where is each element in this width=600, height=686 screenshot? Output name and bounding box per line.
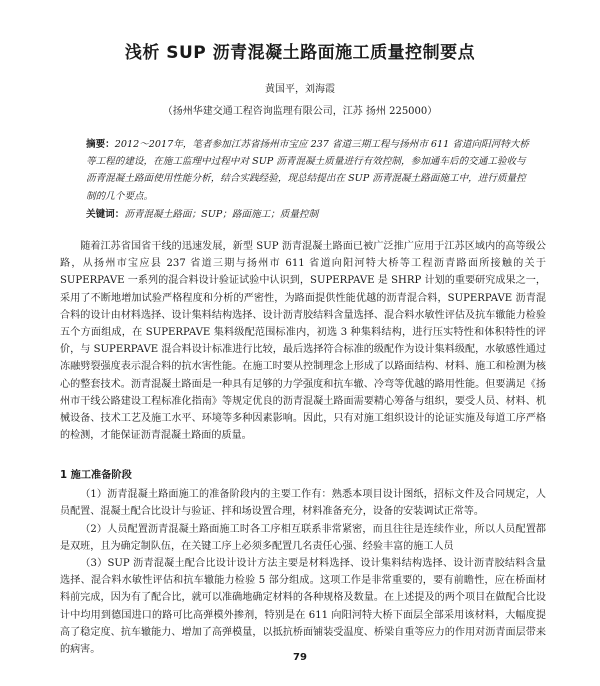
page-number: 79 (293, 652, 307, 663)
abstract-label: 摘要： (86, 139, 115, 150)
list-item-2: （2）人员配置沥青混凝土路面施工时各工序相互联系非常紧密，而且往往是连续作业，所以人员配置都是双班，且为确定制队伍，在关键工序上必须多配置几名责任心强、经验丰富的施工人员 (60, 524, 546, 553)
list-item-1: （1）沥青混凝土路面施工的准备阶段内的主要工作有：熟悉本项目设计图纸，招标文件及合同规定，人员配置、混凝土配合比设计与验证、拌和场设置合理，材料准备充分，设备的安装调试正常等。 (60, 489, 546, 518)
intro-paragraph: 随着江苏省国省干线的迅速发展，新型 SUP 沥青混凝土路面已被广泛推广应用于江苏区域内的高等级公路，从扬州市宝应县 237 省道三期与扬州市 611 省道向阳河特大桥等工程沥青路面所接触的关于 SUPERPAVE 一系列的混合料设计验证试验中认识到，SUPERPAVE 是 SHRP 计划的重要研究成果之一，采用了不断地增加试验严格程度和分析的严密性，为路面提供性能优越的沥青混合料，SUPERPAVE 沥青混合料的设计由材料选择、设计集料结构选择、设计沥青胶结料含量选择、混合料水敏性评估及抗车辙能力检验五个方面组成，在 SUPERPAVE 集料级配范围标准内，初选 3 种集料结构，进行压实特性和体积特性的评价，与 SUPERPAVE 混合料设计标准进行比较，最后选择符合标准的级配作为设计集料级配，水敏感性通过冻融劈裂强度表示混合料的抗水害性能。在施工时要从控制理念上形成了以路面结构、材料、施工和检测为核心的整套技术。沥青混凝土路面是一种具有足够的力学强度和抗车辙、冷弯等优越的路用性能。但要满足《扬州市干线公路建设工程标准化指南》等规定优良的沥青混凝土路面需要精心筹备与组织，要受人员、材料、机械设备、技术工艺及施工水平、环境等多种因素影响。因此，只有对施工组织设计的论证实施及每道工序严格的检测，才能保证沥青混凝土路面的质量。 (60, 241, 546, 442)
authors: 黄国平，刘海霞 (265, 84, 335, 95)
abstract-text: 2012～2017年，笔者参加江苏省扬州市宝应 237 省道三期工程与扬州市 611 省道向阳河特大桥等工程的建设，在施工监理中过程中对 SUP 沥青混凝土质量进行有效控制，参加通车后的交通工验收与沥青混凝土路面使用性能分析，结合实践经验，现总结提出在 SUP 沥青混凝土路面施工中，进行质量控制的几个要点。 (86, 139, 530, 202)
abstract (86, 136, 532, 205)
section-heading: 1 施工准备阶段 (60, 470, 132, 481)
list-item-3: （3）SUP 沥青混凝土配合比设计设计方法主要是材料选择、设计集料结构选择、设计沥青胶结料含量选择、混合料水敏性评估和抗车辙能力检验 5 部分组成。这项工作是非常重要的，要有前瞻性，应在桥面材料前完成，因为有了配合比，就可以准确地确定材料的各种规格及数量。在上述提及的两个项目在做配合比设计中均用到德国进口的路可比高弹模外掺剂，特别是在 611 向阳河特大桥下面层全部采用该材料，大幅度提高了稳定度、抗车辙能力、增加了高弹模量，以抵抗桥面铺装受温度、桥梁自重等应力的作用对沥青面层带来的病害。 (60, 558, 546, 656)
paper-title: 浅析 SUP 沥青混凝土路面施工质量控制要点 (124, 43, 476, 63)
affiliation: （扬州华建交通工程咨询监理有限公司，江苏 扬州 225000） (162, 106, 438, 117)
keywords-text: 沥青混凝土路面；SUP；路面施工；质量控制 (124, 209, 319, 220)
keywords-label: 关键词： (86, 209, 125, 220)
keywords (86, 206, 532, 223)
